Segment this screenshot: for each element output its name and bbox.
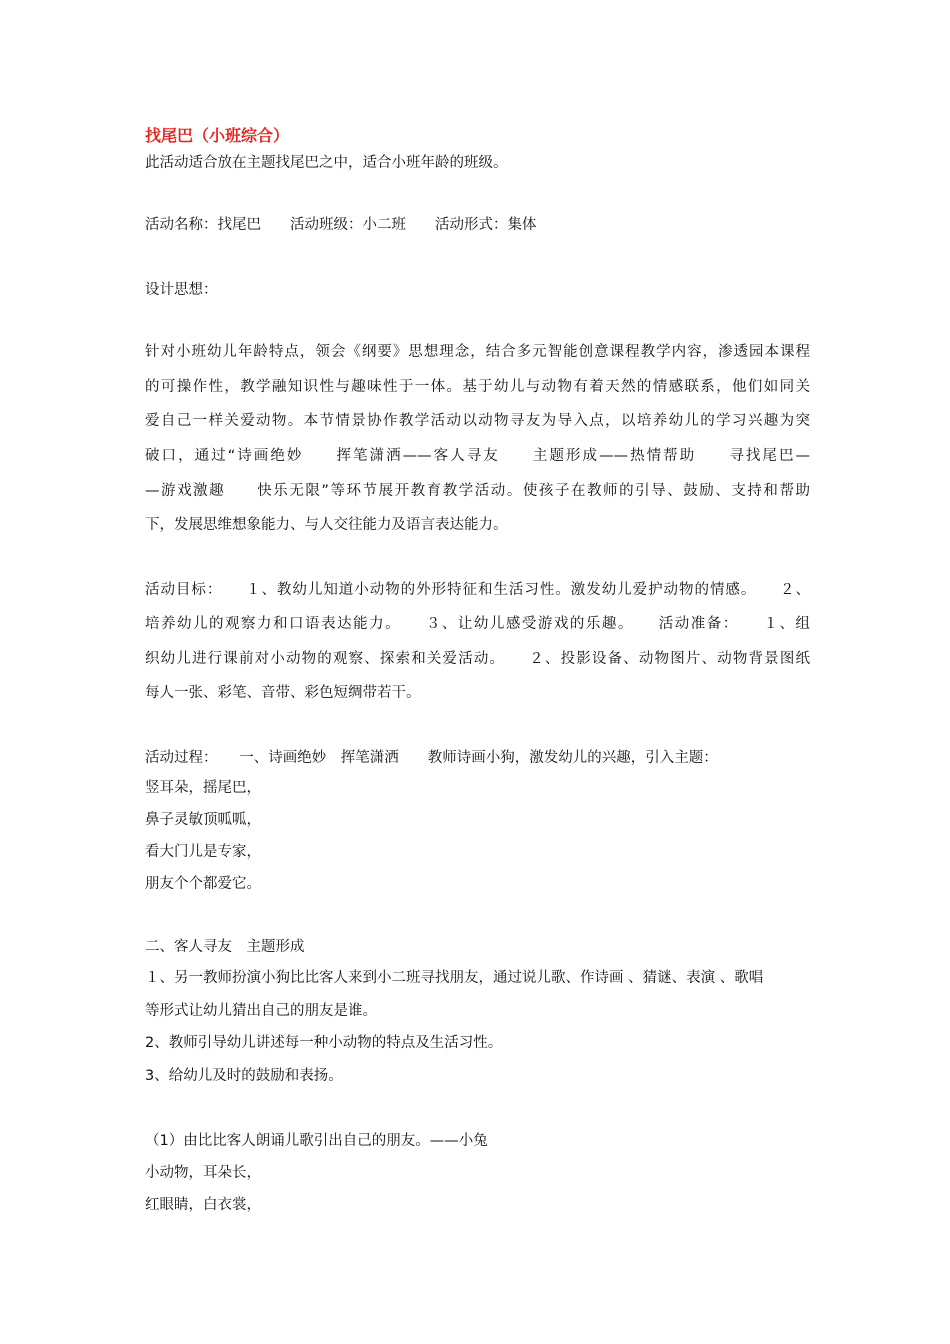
design-line: 爱自己一样关爱动物。本节情景协作教学活动以动物寻友为导入点，以培养幼儿的学习兴趣为突 (145, 413, 810, 429)
design-line: —游戏激趣 快乐无限”等环节展开教育教学活动。使孩子在教师的引导、鼓励、支持和帮助 (145, 483, 810, 499)
goals-line: 织幼儿进行课前对小动物的观察、探索和关爱活动。 ２、投影设备、动物图片、动物背景图纸 (145, 651, 810, 667)
poem-line: 朋友个个都爱它。 (145, 876, 261, 892)
design-line: 下，发展思维想象能力、与人交往能力及语言表达能力。 (145, 517, 508, 533)
poem-line: 竖耳朵，摇尾巴， (145, 780, 261, 796)
design-line: 针对小班幼儿年龄特点，领会《纲要》思想理念，结合多元智能创意课程教学内容，渗透园本课程 (145, 344, 810, 360)
design-line: 的可操作性，教学融知识性与趣味性于一体。基于幼儿与动物有着天然的情感联系，他们如同关 (145, 379, 810, 395)
poem-line: 红眼睛，白衣裳， (145, 1197, 261, 1213)
section2-heading: 二、客人寻友 主题形成 (145, 939, 305, 955)
poem-line: 看大门儿是专家， (145, 844, 261, 860)
goals-line: 每人一张、彩笔、音带、彩色短绸带若干。 (145, 685, 421, 701)
process-heading: 活动过程： 一、诗画绝妙 挥笔潇洒 教师诗画小狗，激发幼儿的兴趣，引入主题： (145, 750, 718, 766)
document-title: 找尾巴（小班综合） (145, 126, 290, 145)
activity-meta: 活动名称：找尾巴 活动班级：小二班 活动形式：集体 (145, 217, 537, 233)
section2-item: 2、教师引导幼儿讲述每一种小动物的特点及生活习性。 (145, 1035, 503, 1051)
design-line: 破口，通过“诗画绝妙 挥笔潇洒——客人寻友 主题形成——热情帮助 寻找尾巴— (145, 448, 810, 464)
design-heading: 设计思想： (145, 282, 218, 298)
poem-line: 鼻子灵敏顶呱呱， (145, 812, 261, 828)
intro-text: 此活动适合放在主题找尾巴之中，适合小班年龄的班级。 (145, 155, 508, 171)
section2-item: 3、给幼儿及时的鼓励和表扬。 (145, 1068, 343, 1084)
goals-line: 活动目标： １、教幼儿知道小动物的外形特征和生活习性。激发幼儿爱护动物的情感。 ２、 (145, 582, 810, 598)
goals-line: 培养幼儿的观察力和口语表达能力。 ３、让幼儿感受游戏的乐趣。 活动准备： １、组 (145, 616, 810, 632)
poem-line: 小动物，耳朵长， (145, 1165, 261, 1181)
section2-item: １、另一教师扮演小狗比比客人来到小二班寻找朋友，通过说儿歌、作诗画 、猜谜、表演 、歌唱 (145, 970, 764, 986)
section2-item: 等形式让幼儿猜出自己的朋友是谁。 (145, 1003, 377, 1019)
sub1-heading: （1）由比比客人朗诵儿歌引出自己的朋友。——小兔 (145, 1133, 488, 1149)
